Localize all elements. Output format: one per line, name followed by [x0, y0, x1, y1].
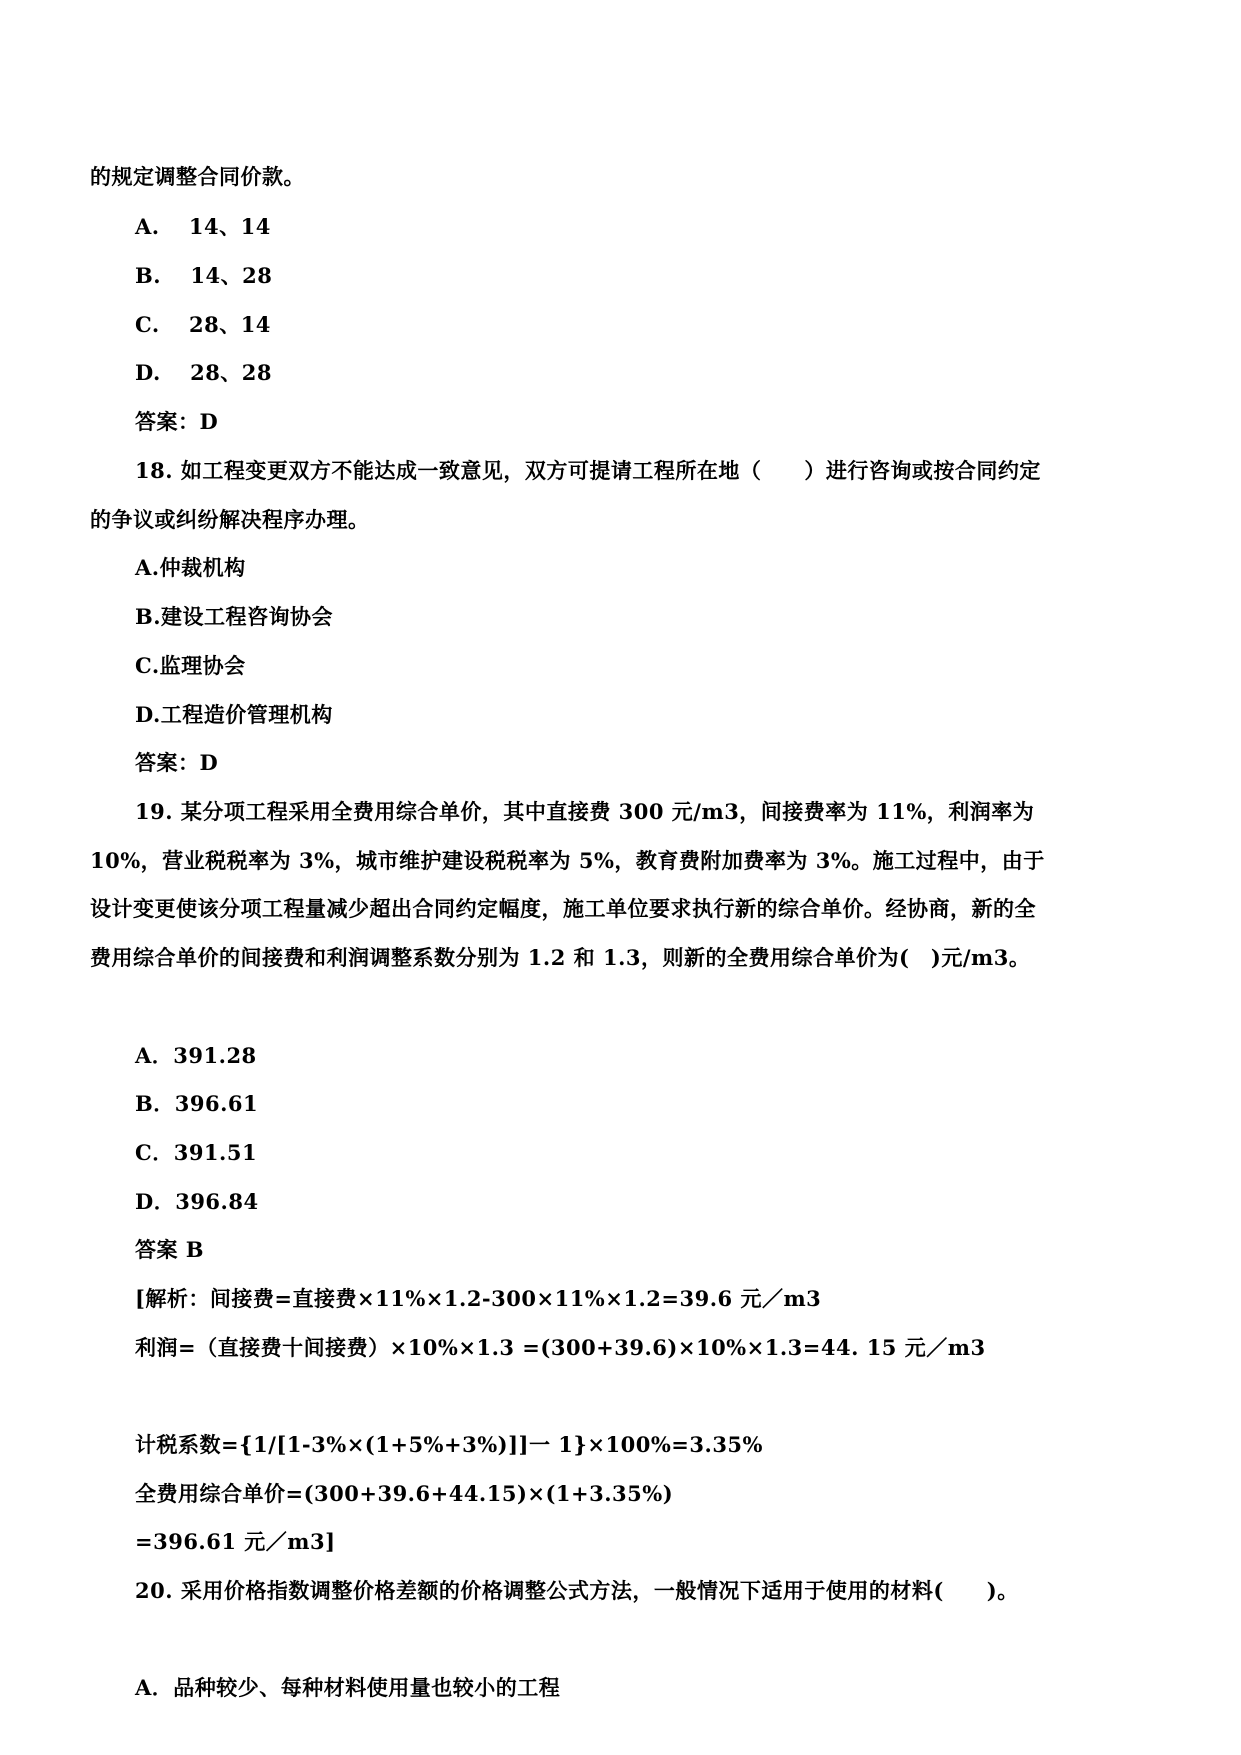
continuation-text: 的规定调整合同价款。 — [90, 164, 305, 189]
q18-answer: 答案：D — [135, 750, 219, 775]
q19-question-cont-2: 设计变更使该分项工程量减少超出合同约定幅度，施工单位要求执行新的综合单价。经协商，新的全 — [90, 896, 1036, 921]
q19-option-c: C．391.51 — [135, 1140, 258, 1165]
q19-analysis-3: 计税系数={1/[1-3%×(1+5%+3%)]]一 1}×100%=3.35% — [135, 1432, 763, 1457]
q19-question: 19. 某分项工程采用全费用综合单价，其中直接费 300 元/m3，间接费率为 11%，利润率为 — [135, 799, 1035, 824]
q20-option-a: A．品种较少、每种材料使用量也较小的工程 — [135, 1675, 561, 1700]
q20-question: 20. 采用价格指数调整价格差额的价格调整公式方法，一般情况下适用于使用的材料( )。 — [135, 1578, 1019, 1603]
q18-option-d: D.工程造价管理机构 — [135, 702, 333, 727]
q17-option-c: C. 28、14 — [135, 312, 271, 337]
q18-option-b: B.建设工程咨询协会 — [135, 604, 334, 629]
q18-question: 18. 如工程变更双方不能达成一致意见，双方可提请工程所在地（ ）进行咨询或按合同约定 — [135, 458, 1041, 483]
q17-option-a: A. 14、14 — [135, 214, 271, 239]
q19-answer: 答案 B — [135, 1237, 205, 1262]
q19-option-b: B．396.61 — [135, 1091, 259, 1116]
q19-analysis-5: =396.61 元／m3] — [135, 1529, 336, 1554]
q19-option-d: D．396.84 — [135, 1189, 259, 1214]
q19-question-cont-3: 费用综合单价的间接费和利润调整系数分别为 1.2 和 1.3，则新的全费用综合单价为( )元/m3。 — [90, 945, 1031, 970]
q18-question-cont: 的争议或纠纷解决程序办理。 — [90, 507, 370, 532]
q18-option-c: C.监理协会 — [135, 653, 246, 678]
q17-answer: 答案：D — [135, 409, 219, 434]
q19-question-cont-1: 10%，营业税税率为 3%，城市维护建设税税率为 5%，教育费附加费率为 3%。施工过程中，由于 — [90, 848, 1045, 873]
q19-analysis-4: 全费用综合单价=(300+39.6+44.15)×(1+3.35%) — [135, 1481, 674, 1506]
q19-analysis-2: 利润=（直接费十间接费）×10%×1.3 =(300+39.6)×10%×1.3=44. 15 元／m3 — [135, 1335, 986, 1360]
q19-analysis-1: [解析：间接费=直接费×11%×1.2-300×11%×1.2=39.6 元／m3 — [135, 1286, 822, 1311]
q17-option-d: D. 28、28 — [135, 360, 273, 385]
q19-option-a: A．391.28 — [135, 1043, 257, 1068]
q17-option-b: B. 14、28 — [135, 263, 273, 288]
q18-option-a: A.仲裁机构 — [135, 555, 246, 580]
